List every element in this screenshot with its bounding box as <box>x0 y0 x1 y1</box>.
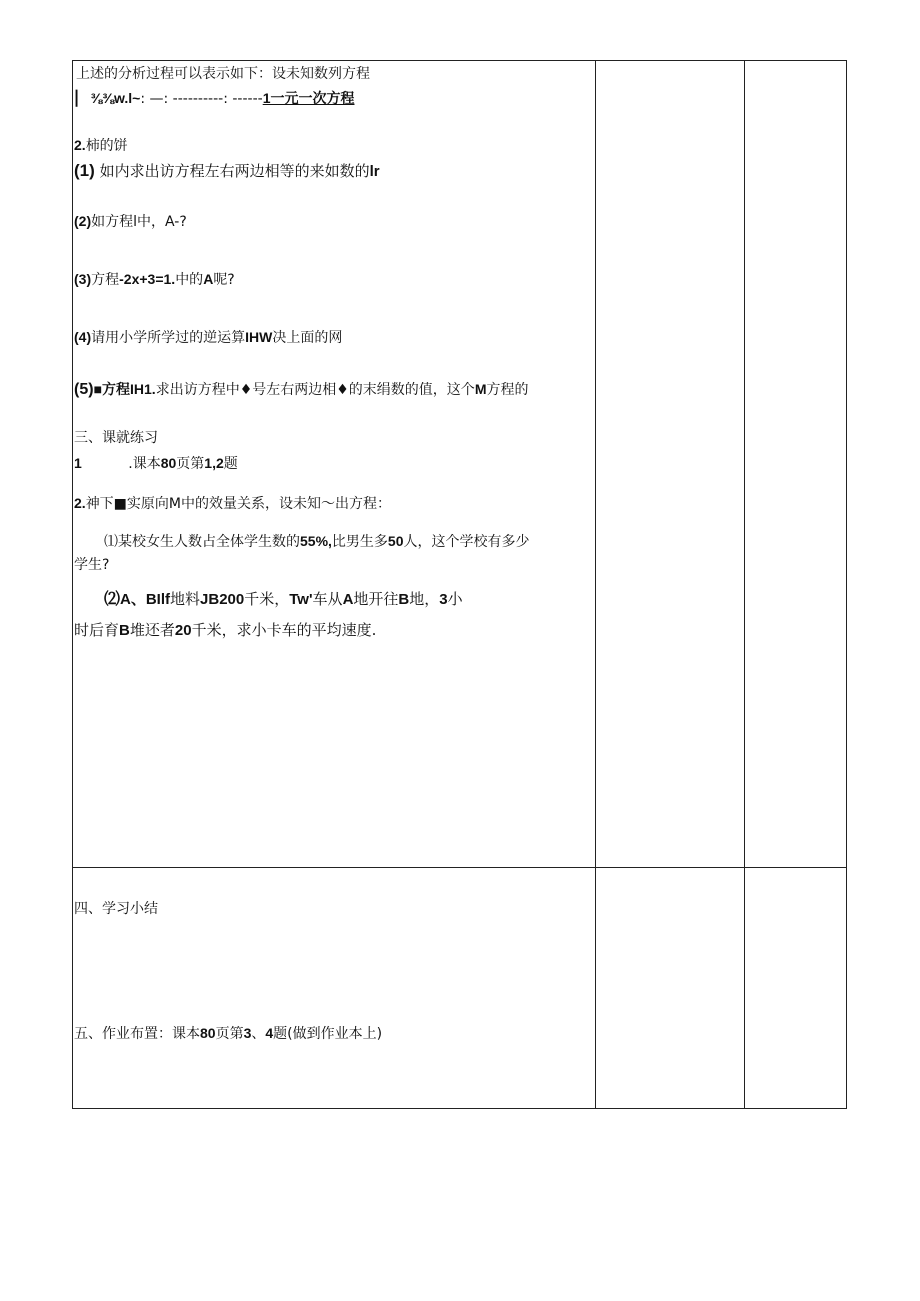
section-three-heading: 三、课就练习 <box>74 430 158 446</box>
analysis-intro: 上述的分析过程可以表示如下：设未知数列方程 <box>76 66 370 82</box>
analysis-flow: ▏ ⅜⅜w.l~: —: ----------: ------1一元一次方程 <box>76 90 355 107</box>
lesson-table <box>72 60 847 1109</box>
problem-1-line-2: 学生? <box>74 557 110 573</box>
question-5: (5)■方程IH1.求出访方程中♦号左右两边相♦的末绢数的值，这个M方程的 <box>74 381 529 398</box>
section-four-heading: 四、学习小结 <box>74 901 158 917</box>
exercise-1: 1 .课本80页第1,2题 <box>74 455 238 472</box>
question-2-title: 2.柿的饼 <box>74 137 128 154</box>
exercise-2: 2.神下■实原向M中的效量关系，设未知〜出方程： <box>74 495 391 512</box>
row-divider <box>73 867 846 868</box>
problem-2: ⑵A、BIlf地料JB200千米，Tw'车从A地开往B地，3小 <box>104 590 463 608</box>
column-divider-1 <box>595 61 596 1108</box>
question-2: (2)如方程l中，A-? <box>74 213 187 230</box>
question-3: (3)方程-2x+3=1.中的A呢? <box>74 271 235 288</box>
column-divider-2 <box>744 61 745 1108</box>
homework-assignment: 五、作业布置：课本80页第3、4题(做到作业本上) <box>74 1025 383 1042</box>
problem-2-line-2: 时后育B堆还者20千米，求小卡车的平均速度. <box>74 621 377 639</box>
problem-1: ⑴某校女生人数占全体学生数的55%,比男生多50人，这个学校有多少 <box>104 533 530 550</box>
question-1: (1) 如内求出访方程左右两边相等的来如数的lr <box>74 161 380 180</box>
question-4: (4)请用小学所学过的逆运算IHW决上面的网 <box>74 329 343 346</box>
